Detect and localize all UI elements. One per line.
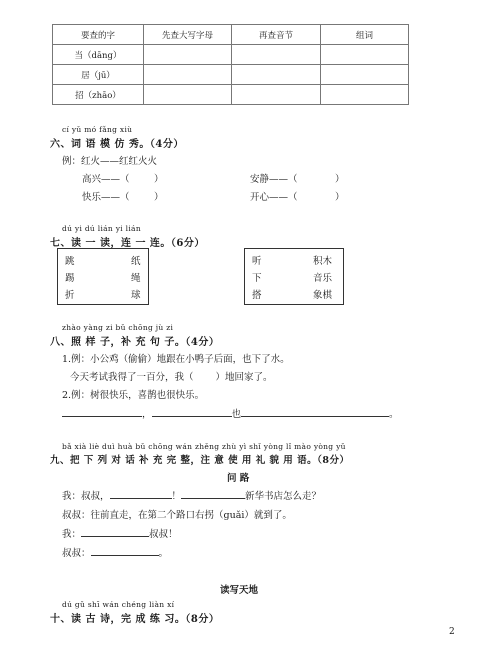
s8-also: 也 — [231, 409, 242, 420]
table-cell[interactable] — [232, 85, 321, 105]
table-row — [53, 85, 409, 105]
table-cell[interactable] — [144, 65, 232, 85]
s6-item-label: 快乐——（ — [82, 192, 130, 203]
match-word[interactable]: 下 — [252, 273, 262, 284]
table-header: 要查的字 — [53, 25, 144, 45]
section9-pinyin: bǎ xià liè duì huà bǔ chōng wán zhěng zhù yì shǐ yòng lǐ mào yòng yǔ — [62, 442, 346, 451]
table-header: 组词 — [321, 25, 409, 45]
s6-item-close[interactable]: ） — [154, 192, 164, 203]
s8-period: 。 — [389, 409, 399, 420]
answer-blank[interactable] — [152, 416, 232, 417]
s8-example-1: 1.例：小公鸡（偷偷）地跟在小鸭子后面，也下了水。 — [62, 354, 290, 365]
section10-pinyin: dú gǔ shī wán chéng liàn xí — [62, 600, 175, 609]
match-word[interactable]: 球 — [131, 290, 141, 301]
dialog-text: ！ — [171, 491, 182, 502]
table-cell[interactable] — [144, 85, 232, 105]
dialog-text: 新华书店怎么走？ — [245, 491, 322, 502]
match-word[interactable]: 搭 — [252, 290, 262, 301]
dialog-line-4 — [62, 545, 168, 559]
dialog-line-3 — [62, 526, 178, 540]
page-number: 2 — [449, 627, 455, 637]
match-word[interactable]: 踢 — [65, 273, 75, 284]
dialog-text: 叔叔！ — [149, 529, 178, 540]
answer-blank[interactable] — [181, 498, 245, 499]
table-header: 先查大写字母 — [144, 25, 232, 45]
answer-blank[interactable] — [62, 416, 142, 417]
table-cell[interactable] — [321, 45, 409, 65]
s6-item-label: 高兴——（ — [82, 174, 130, 185]
s6-item-close[interactable]: ） — [154, 174, 164, 185]
table-header: 再查音节 — [232, 25, 321, 45]
dialog-text: 我：叔叔， — [62, 491, 110, 502]
s6-item-close[interactable]: ） — [335, 192, 345, 203]
dialog-line-2: 叔叔：往前直走，在第二个路口右拐（guǎi）就到了。 — [62, 510, 292, 521]
section9-subtitle: 问 路 — [227, 473, 250, 484]
section7-pinyin: dú yi dú lián yi lián — [62, 224, 141, 233]
section9-title: 九、把 下 列 对 话 补 充 完 整，注 意 使 用 礼 貌 用 语。（8分） — [50, 455, 350, 466]
dialog-text: 。 — [158, 548, 169, 559]
s8-comma: ， — [142, 409, 152, 420]
match-word[interactable]: 象棋 — [313, 290, 333, 301]
table-row — [53, 45, 409, 65]
match-word[interactable]: 听 — [252, 256, 262, 267]
section8-title: 八、照 样 子，补 充 句 子。（4分） — [50, 337, 220, 348]
section6-example: 例：红火——红红火火 — [62, 156, 158, 167]
table-cell[interactable] — [321, 65, 409, 85]
section7-title: 七、读 一 读，连 一 连。（6分） — [50, 238, 205, 249]
section10-title: 十、读 古 诗，完 成 练 习。（8分） — [50, 614, 220, 625]
match-word[interactable]: 音乐 — [313, 273, 333, 284]
table-cell: 招（zhāo） — [53, 85, 144, 105]
section-title-reading-writing: 读写天地 — [220, 585, 259, 596]
section6-pinyin: cí yǔ mó fǎng xiù — [62, 125, 133, 134]
match-word[interactable]: 折 — [65, 290, 75, 301]
table-cell[interactable] — [232, 65, 321, 85]
table-cell: 居（jū） — [53, 65, 144, 85]
lookup-table — [52, 24, 409, 105]
s8-answer-line — [62, 406, 399, 420]
s6-item-label: 安静——（ — [250, 174, 298, 185]
answer-blank[interactable] — [81, 536, 149, 537]
match-word[interactable]: 纸 — [131, 256, 141, 267]
s8-example-2: 2.例：树很快乐，喜鹊也很快乐。 — [62, 390, 205, 401]
s8-q1-part-b: ）地回家了。 — [215, 372, 273, 383]
answer-blank[interactable] — [91, 555, 159, 556]
dialog-line-1 — [62, 488, 321, 502]
match-box-right — [244, 248, 344, 305]
match-word[interactable]: 积木 — [313, 256, 333, 267]
s8-q1-part-a: 今天考试我得了一百分，我（ — [70, 372, 194, 383]
section8-pinyin: zhào yàng zi bǔ chōng jù zi — [62, 323, 174, 332]
answer-blank[interactable] — [241, 416, 389, 417]
answer-blank[interactable] — [110, 498, 172, 499]
match-box-left — [57, 248, 149, 305]
match-word[interactable]: 跳 — [65, 256, 75, 267]
dialog-text: 我： — [62, 529, 82, 540]
match-word[interactable]: 绳 — [131, 273, 141, 284]
dialog-text: 叔叔： — [62, 548, 91, 559]
table-cell[interactable] — [321, 85, 409, 105]
table-cell[interactable] — [232, 45, 321, 65]
table-cell: 当（dāng） — [53, 45, 144, 65]
section6-title: 六、词 语 模 仿 秀。（4分） — [50, 139, 184, 150]
table-cell[interactable] — [144, 45, 232, 65]
table-header-row — [53, 25, 409, 45]
table-row — [53, 65, 409, 85]
s6-item-label: 开心——（ — [250, 192, 298, 203]
s6-item-close[interactable]: ） — [335, 174, 345, 185]
s8-question-1 — [70, 369, 273, 383]
